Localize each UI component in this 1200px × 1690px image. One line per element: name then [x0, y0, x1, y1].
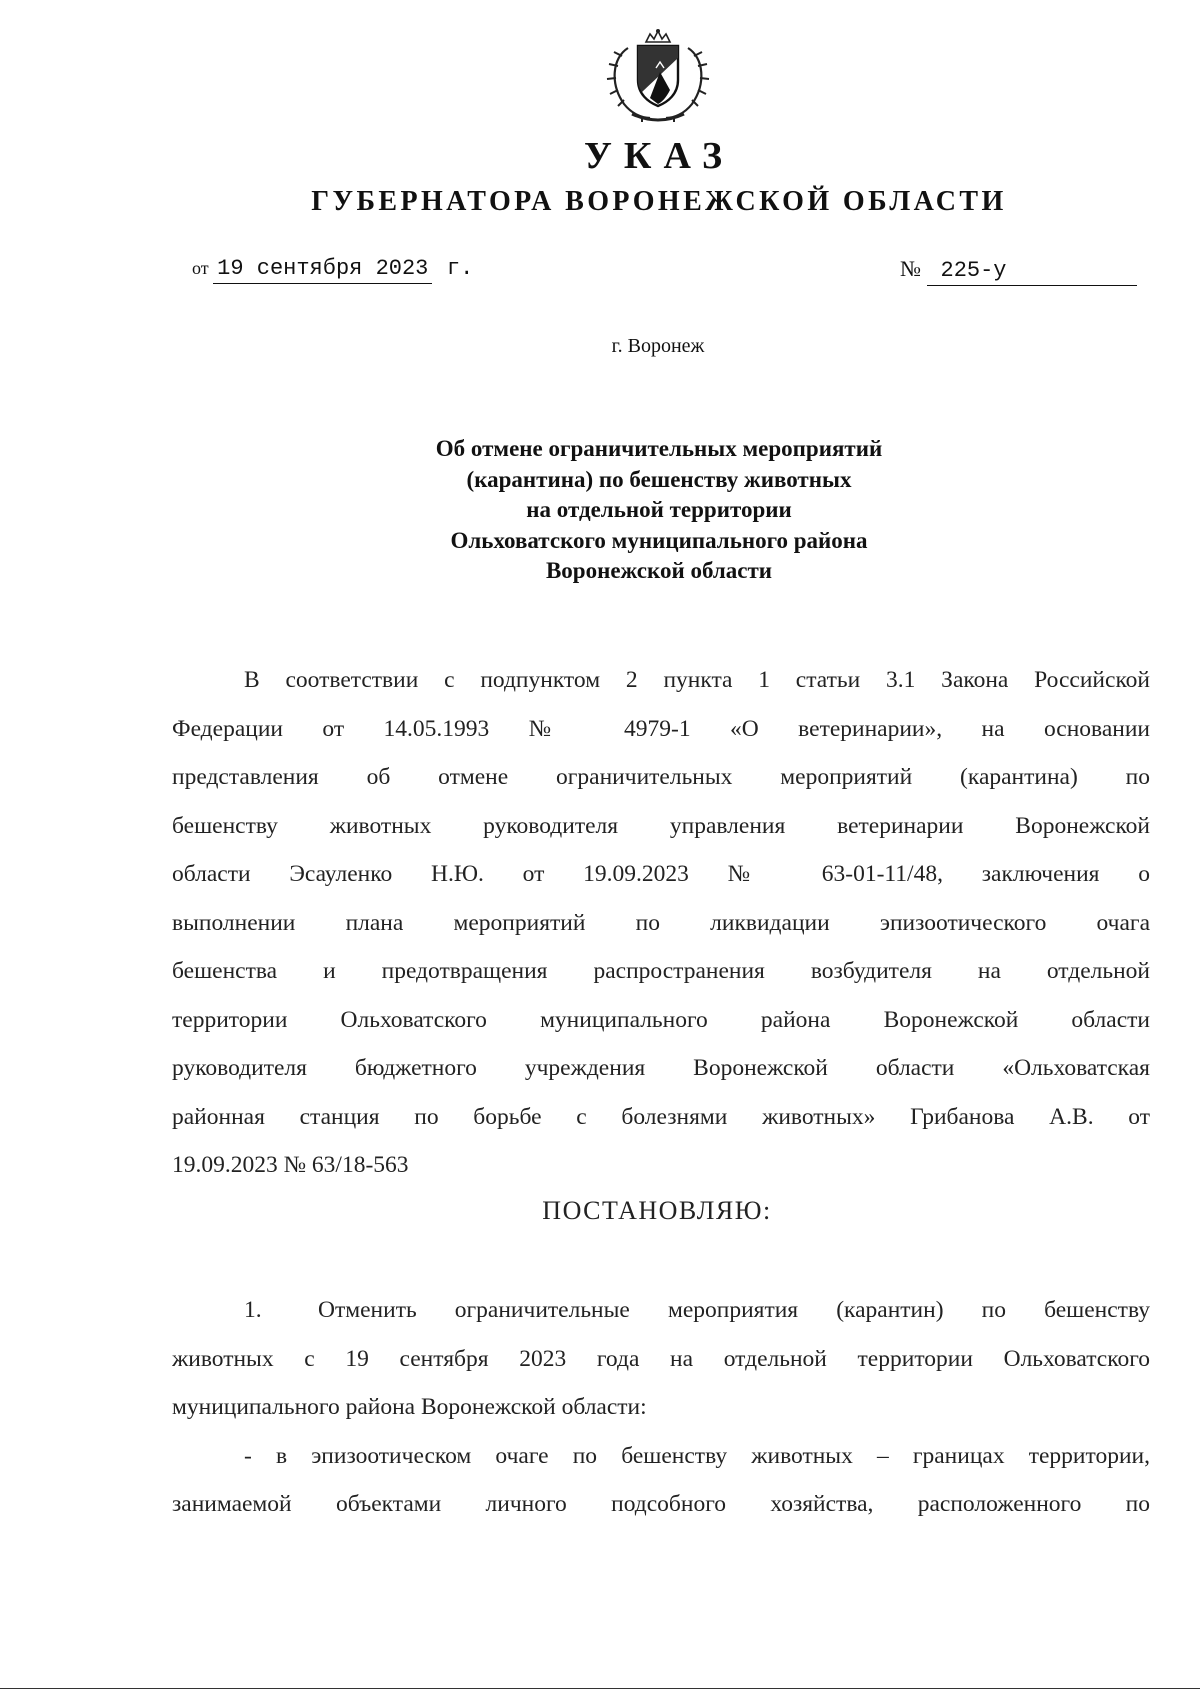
subject-line: Воронежской области	[545, 558, 773, 583]
date-prefix: от	[192, 258, 209, 278]
preamble-line: 19.09.2023 № 63/18-563	[172, 1152, 409, 1178]
date-value: 19 сентября 2023	[213, 256, 432, 284]
coat-of-arms-icon	[598, 28, 718, 126]
decree-date	[192, 256, 473, 284]
subject-line: Об отмене ограничительных мероприятий	[435, 436, 883, 461]
city: г. Воронеж	[611, 335, 705, 357]
preamble-line: руководителя бюджетного учреждения Воронежской области «Ольховатская	[172, 1055, 1150, 1081]
decree-issuer: ГУБЕРНАТОРА ВОРОНЕЖСКОЙ ОБЛАСТИ	[311, 186, 1007, 217]
clause-first-text: Отменить ограничительные мероприятия (карантин) по бешенству	[318, 1297, 1150, 1323]
clause-first-line	[172, 1286, 1150, 1335]
subject-line: на отдельной территории	[526, 497, 792, 522]
date-suffix: г.	[446, 256, 474, 281]
decree-number	[900, 256, 1137, 286]
clause-sub-line: занимаемой объектами личного подсобного хозяйства, расположенного по	[172, 1491, 1150, 1517]
preamble-line: районная станция по борьбе с болезнями животных» Грибанова А.В. от	[172, 1103, 1150, 1130]
preamble-line: области Эсауленко Н.Ю. от 19.09.2023 № 63-01-11/48, заключения о	[172, 861, 1150, 887]
subject-line: (карантина) по бешенству животных	[466, 466, 852, 492]
preamble-line: выполнении плана мероприятий по ликвидации эпизоотического очага	[172, 909, 1150, 936]
clause-line: муниципального района Воронежской области:	[172, 1394, 647, 1420]
clause-sub-line: - в эпизоотическом очаге по бешенству животных – границах территории,	[244, 1442, 1150, 1469]
page-bottom-edge	[0, 1688, 1200, 1689]
decree-subject	[0, 434, 1200, 587]
clause-line: животных с 19 сентября 2023 года на отдельной территории Ольховатского	[172, 1345, 1150, 1372]
preamble-paragraph	[172, 656, 1150, 1190]
decree-title: УКАЗ	[584, 135, 734, 177]
number-prefix: №	[900, 256, 921, 281]
preamble-line: территории Ольховатского муниципального района Воронежской области	[172, 1006, 1150, 1033]
preamble-line: Федерации от 14.05.1993 № 4979-1 «О ветеринарии», на основании	[172, 715, 1150, 742]
subject-line: Ольховатского муниципального района	[450, 527, 868, 553]
number-value: 225-у	[927, 258, 1137, 286]
clause-number: 1.	[244, 1297, 262, 1323]
preamble-line: В соответствии с подпунктом 2 пункта 1 статьи 3.1 Закона Российской	[244, 667, 1150, 693]
preamble-line: представления об отмене ограничительных мероприятий (карантина) по	[172, 764, 1150, 790]
clause-1	[172, 1286, 1150, 1529]
preamble-line: бешенства и предотвращения распространения возбудителя на отдельной	[172, 958, 1150, 984]
preamble-line: бешенству животных руководителя управления ветеринарии Воронежской	[172, 812, 1150, 839]
decree-resolution-word: ПОСТАНОВЛЯЮ:	[542, 1196, 772, 1225]
